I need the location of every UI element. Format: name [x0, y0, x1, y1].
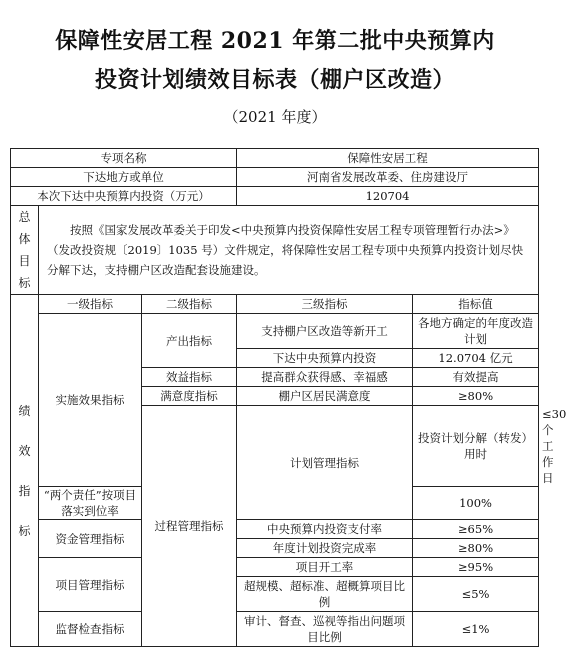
level3-cell: 中央预算内投资支付率 — [237, 520, 413, 539]
level3-cell: 项目开工率 — [237, 558, 413, 577]
value-cell: 有效提高 — [413, 368, 539, 387]
issuer-label: 下达地方或单位 — [11, 168, 237, 187]
table-row — [11, 168, 539, 187]
value-cell: ≥80% — [413, 539, 539, 558]
level3-cell: 年度计划投资完成率 — [237, 539, 413, 558]
level2-benefit: 效益指标 — [142, 368, 237, 387]
level3-cell: 提高群众获得感、幸福感 — [237, 368, 413, 387]
value-cell: ≤1% — [413, 612, 539, 647]
title-line-2: 投资计划绩效目标表（棚户区改造） — [94, 67, 455, 93]
table-row — [11, 558, 539, 577]
level3-cell: 审计、督查、巡视等指出问题项目比例 — [237, 612, 413, 647]
indicators-label: 绩 效 指 标 — [11, 295, 39, 647]
table-row: 过程管理指标 计划管理指标 投资计划分解（转发）用时 ≤30 个工作日 — [11, 406, 539, 487]
amount-label: 本次下达中央预算内投资（万元） — [11, 187, 237, 206]
year-label: （2021 年度） — [223, 108, 327, 126]
level2-fund-mgmt: 资金管理指标 — [39, 520, 142, 558]
level2-satisfaction: 满意度指标 — [142, 387, 237, 406]
level3-cell: “两个责任”按项目落实到位率 — [39, 487, 142, 520]
overall-goal-label: 总 体 目 标 — [11, 206, 39, 295]
level3-cell: 支持棚户区改造等新开工 — [237, 314, 413, 349]
level2-plan-mgmt: 计划管理指标 — [237, 406, 413, 520]
performance-target-table — [10, 148, 566, 647]
table-row — [11, 149, 539, 168]
overall-goal-text: 按照《国家发展改革委关于印发<中央预算内投资保障性安居工程专项管理暂行办法>》（发改投资规〔2019〕1035 号）文件规定，将保障性安居工程专项中央预算内投资计划尽快分解下达，支持棚户区改造配套设施建设。 — [39, 206, 539, 295]
level2-supervision: 监督检查指标 — [39, 612, 142, 647]
level3-cell: 投资计划分解（转发）用时 — [413, 406, 539, 487]
indicator-header-row — [11, 295, 539, 314]
table-row — [11, 612, 539, 647]
level1-effect: 实施效果指标 — [39, 314, 142, 487]
value-cell: 12.0704 亿元 — [413, 349, 539, 368]
value-cell: ≥95% — [413, 558, 539, 577]
value-cell: ≥65% — [413, 520, 539, 539]
project-name-label: 专项名称 — [11, 149, 237, 168]
header-level3: 三级指标 — [237, 295, 413, 314]
level1-process: 过程管理指标 — [142, 406, 237, 647]
table-row — [11, 520, 539, 539]
table-row — [11, 187, 539, 206]
value-cell: 100% — [413, 487, 539, 520]
issuer-value: 河南省发展改革委、住房建设厅 — [237, 168, 539, 187]
level3-cell: 下达中央预算内投资 — [237, 349, 413, 368]
project-name-value: 保障性安居工程 — [237, 149, 539, 168]
header-level2: 二级指标 — [142, 295, 237, 314]
value-cell: ≤5% — [413, 577, 539, 612]
header-level1: 一级指标 — [39, 295, 142, 314]
level2-output: 产出指标 — [142, 314, 237, 368]
value-cell: ≥80% — [413, 387, 539, 406]
overall-goal-row — [11, 206, 539, 295]
level2-proj-mgmt: 项目管理指标 — [39, 558, 142, 612]
table-row — [11, 314, 539, 349]
amount-value: 120704 — [237, 187, 539, 206]
level3-cell: 超规模、超标准、超概算项目比例 — [237, 577, 413, 612]
level3-cell: 棚户区居民满意度 — [237, 387, 413, 406]
value-cell: 各地方确定的年度改造计划 — [413, 314, 539, 349]
header-value: 指标值 — [413, 295, 539, 314]
title-line-1: 保障性安居工程 2021 年第二批中央预算内 — [55, 28, 495, 54]
